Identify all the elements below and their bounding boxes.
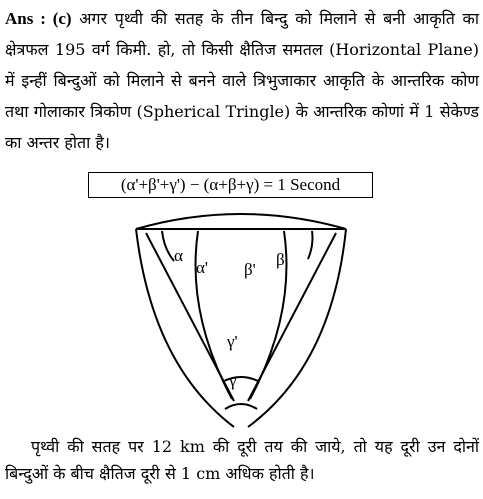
spherical-right-arc (248, 229, 346, 427)
angle-alpha-arc (162, 231, 174, 261)
spherical-left-arc (136, 229, 234, 427)
spherical-top-arc (136, 214, 346, 229)
spherical-triangle-diagram (128, 203, 354, 435)
label-gamma: γ (229, 371, 237, 390)
label-alpha: α (174, 246, 183, 265)
answer-label: Ans : (c) (5, 9, 72, 28)
label-gamma-prime: γ' (227, 332, 238, 351)
angle-beta-arc (308, 231, 313, 259)
label-beta: β (276, 250, 285, 269)
answer-paragraph (5, 3, 479, 158)
label-beta-prime: β' (244, 260, 256, 279)
inner-left-arc (196, 231, 232, 399)
answer-text: अगर पृथ्वी की सतह के तीन बिन्दु को मिलाने से बनी आकृति का क्षेत्रफल 195 वर्ग किमी. हो, तो किसी क्षैतिज समतल (Horizontal Plane) में इन्हीं बिन्दुओं को मिलाने से बनने वाले त्रिभुजाकार आकृति के आन्तरिक कोण तथा गोलाकार त्रिकोण (Spherical Tringle) के आन्तरिक कोणां में 1 सेकेण्ड का अन्तर होता है। (5, 9, 479, 152)
label-alpha-prime: α' (196, 258, 208, 277)
angle-gamma-arc (225, 404, 257, 409)
footer-paragraph: पृथ्वी की सतह पर 12 km की दूरी तय की जाये, तो यह दूरी उन दोनों बिन्दुओं के बीच क्षैतिज दूरी से 1 cm अधिक होती है। (5, 437, 479, 483)
formula-box: (α'+β'+γ') − (α+β+γ) = 1 Second (88, 172, 373, 198)
